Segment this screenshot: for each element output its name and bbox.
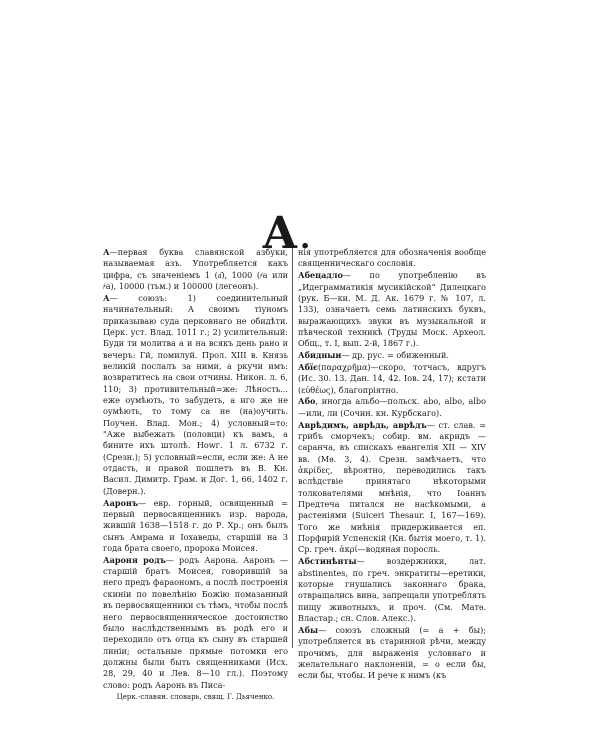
dictionary-entry <box>103 293 288 497</box>
entry-text: — союзъ: 1) соединительный начинательный: А своимъ тіуномъ приказываю суда церковнаго не обидѣти. Церк. уст. Влад. 1011 г.; 2) усилительный: Буди ти молитва а и на всякъ день рано и вечеръ: Гй, помилуй. Прол. XIII в. Князь великій послалъ за ними, а ркучи имъ: возвратитесь на свои отчины. Никон. л. 6, 110; 3) противительный=же: Лѣность... еже оумѣють, то забудеть, а иго же не оумѣють, то тому са не (на)оучить. Поучен. Влад. Мон.; 4) условный=то: "Аже выбежать (половци) къ вамъ, а бините ихъ штолѣ. Ноwг. 1 л. 6732 г. (Срезн.); 5) условный=если, если же: А не отдасть, и правой пошлетъ въ В. Кн. Васил. Димитр. Грам. и Дог. 1, 66, 1402 г. (Доверн.). <box>103 292 288 496</box>
dictionary-entry <box>103 555 288 691</box>
entry-text: нія употребляется для обозначенія вообще священническаго сословія. <box>298 247 486 269</box>
entry-headword: Або <box>298 396 316 407</box>
right-column <box>298 247 486 682</box>
entry-headword: Абы <box>298 624 319 635</box>
heading-letter: А <box>262 208 300 259</box>
entry-headword: Абстинѣнты <box>298 556 357 567</box>
dictionary-entry <box>298 350 486 361</box>
left-column <box>103 247 288 703</box>
dictionary-entry <box>103 247 288 292</box>
entry-text: , иногда альбо—польск. abo, albo, albo—или, ли (Сочин. кн. Курбскаго). <box>298 396 486 418</box>
dictionary-entry <box>298 270 486 349</box>
entry-text: — родъ Аарона. Ааронъ — старшій братъ Моисея, говорившій за него предъ фараономъ, а послѣ построенія скиніи по повелѣнію Божію помазанный въ первосвященники съ тѣмъ, чтобы послѣ него первосвященническое достоинство было наслѣдственнымъ въ родѣ его и переходило отъ отца къ сыну въ старшей линіи; остальные прямые потомки его должны были быть священниками (Исх. 28, 29, 40 и Лев. 8—10 гл.). Поэтому слово: родъ Ааронь въ Писа- <box>103 554 288 690</box>
entry-text: — воздержники, лат. abstinentes, по греч. энкратиты—еретики, которые гнушались законнаго брака, отвращались вина, запрещали употреблять пищу животныхъ, и проч. (См. Матѳ. Властар.; сн. Слов. Алекс.). <box>298 556 486 623</box>
entry-text: — евр. горный, освященный = первый первосвященникъ изр. народа, жившій 1638—1518 г. до Р. Хр.; онъ былъ сынъ Амрама и Іохаведы, старшій на 3 года брата своего, пророка Моисея. <box>103 497 288 553</box>
heading-dot: . <box>299 221 313 256</box>
entry-headword: А <box>103 247 110 257</box>
entry-text: —первая буква славянской азбуки, называемая азъ. Употребляется какъ цифра, съ значеніемъ 1 (а҃), 1000 (҂а или ҂а), 10000 (тьм.) и 100000 (легеонъ). <box>103 247 288 292</box>
entry-text: — др. рус. = обиженный. <box>341 350 449 361</box>
entry-text: — по употребленію въ „Идеграмматикія мусикійской“ Дилецкаго (рук. Б—ки. М. Д. Ак. 1679 г. № 107, л. 133), означаетъ семь латинскихъ буквъ, выражающихъ звуки въ музыкальной и пѣвческой техникѣ (Труды Моск. Археол. Общ., т. I, вып. 2-й, 1867 г.). <box>298 270 486 349</box>
dictionary-entry <box>298 556 486 624</box>
entry-text: — ст. слав. = грибъ сморчекъ; собир. вм. акридъ — саранча, въ спискахъ евангелія XII — XIV вв. (Мѳ. 3, 4). Срезн. замѣчаетъ, что ἀκρίδες, вѣроятно, переводились такъ вслѣдствіе принятаго нѣкоторыми толкователями мнѣнія, что Іоаннъ Предтеча питался не насѣкомыми, а растеніями (Suiceri Thesaur. I, 167—169). Того же мнѣнія придерживается еп. Порфирій Успенскій (Кн. бытія моего, т. 1). Ср. греч. ἀκρί—водяная поросль. <box>298 419 486 555</box>
entry-text: (παραχρῆμα)—скоро, тотчасъ, вдругъ (Ис. 30. 13. Дан. 14, 42. Іов. 24, 17); кстати (εὐθέως), благопріятно. <box>298 361 486 395</box>
entry-headword: Аврѣдимъ, аврѣдь, аврѣдъ <box>298 419 427 430</box>
dictionary-entry <box>298 247 486 270</box>
dictionary-entry <box>298 625 486 682</box>
column-divider <box>292 248 293 648</box>
dictionary-entry <box>298 362 486 396</box>
entry-headword: Абидныи <box>298 350 342 361</box>
entry-text: — союзъ сложный (= а + бы); употребляется въ старинной рѣчи, между прочимъ, для выраженія условнаго и желательнаго наклоненій, = о если бы, если бы, чтобы. И рече к нимъ (къ <box>298 624 486 681</box>
entry-headword: Абецадло <box>298 270 343 281</box>
page-footer-note: Церк.-славян. словарь, свящ. Г. Дьяченко. <box>116 692 275 701</box>
dictionary-entry <box>298 396 486 419</box>
entry-headword: Абїє <box>298 361 318 372</box>
entry-headword: Ааронъ <box>103 497 139 508</box>
dictionary-entry <box>298 420 486 556</box>
entry-headword: Аароня родъ <box>103 554 166 565</box>
dictionary-entry <box>103 498 288 555</box>
entry-headword: А <box>103 292 110 303</box>
